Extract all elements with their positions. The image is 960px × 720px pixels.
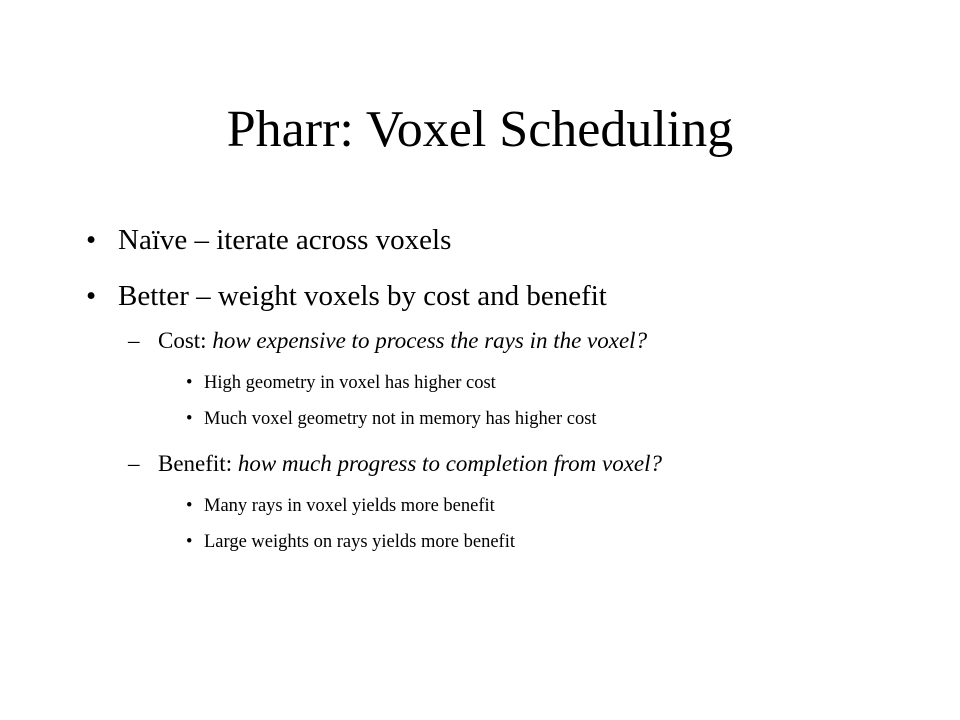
sub-sub-bullet-many-rays bbox=[186, 495, 495, 517]
bullet-text: Naïve – iterate across voxels bbox=[118, 224, 452, 256]
cost-label: Cost: bbox=[158, 328, 213, 353]
slide-title: Pharr: Voxel Scheduling bbox=[226, 101, 734, 158]
dash-marker: – bbox=[128, 328, 140, 353]
benefit-description: how much progress to completion from voxel? bbox=[237, 451, 663, 476]
bullet-marker: • bbox=[186, 532, 193, 552]
sub-bullet-benefit bbox=[128, 450, 662, 478]
bullet-marker: • bbox=[186, 409, 193, 429]
bullet-naive bbox=[86, 223, 451, 257]
bullet-marker: • bbox=[86, 224, 97, 256]
bullet-marker: • bbox=[186, 373, 193, 393]
bullet-text: Better – weight voxels by cost and benefit bbox=[118, 280, 607, 312]
bullet-marker: • bbox=[186, 496, 193, 516]
dash-marker: – bbox=[128, 451, 140, 476]
benefit-label: Benefit: bbox=[158, 451, 238, 476]
cost-description: how expensive to process the rays in the voxel? bbox=[212, 328, 648, 353]
bullet-text: High geometry in voxel has higher cost bbox=[204, 373, 496, 393]
bullet-text: Many rays in voxel yields more benefit bbox=[204, 496, 495, 516]
bullet-marker: • bbox=[86, 280, 97, 312]
bullet-text: Large weights on rays yields more benefit bbox=[204, 532, 515, 552]
sub-sub-bullet-large-weights bbox=[186, 531, 515, 553]
sub-bullet-cost bbox=[128, 327, 647, 355]
sub-sub-bullet-memory bbox=[186, 408, 597, 430]
bullet-better bbox=[86, 279, 607, 313]
sub-sub-bullet-high-geometry bbox=[186, 372, 496, 394]
bullet-text: Much voxel geometry not in memory has higher cost bbox=[204, 409, 597, 429]
